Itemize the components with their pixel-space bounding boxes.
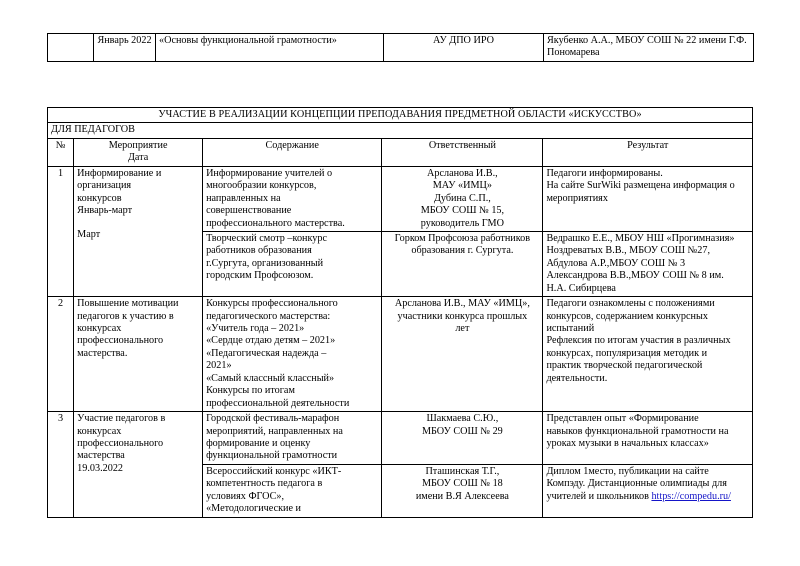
row2-responsible-lines — [385, 298, 539, 335]
row1a-content-line-3: направленных на — [206, 192, 281, 204]
row1b-result — [543, 231, 753, 296]
row1a-responsible-lines — [385, 168, 539, 230]
row3-num: 3 — [48, 412, 74, 518]
top-cell-organization: АУ ДПО ИРО — [384, 34, 544, 62]
top-continuation-table-wrapper — [47, 33, 754, 62]
row1a-content-line-2: многообразии конкурсов, — [206, 180, 317, 192]
row2-result-line-3: испытаний — [546, 323, 595, 334]
top-cell-empty — [48, 34, 94, 62]
row3a-content — [203, 412, 382, 465]
row2-content-line-3: «Учитель года – 2021» — [206, 323, 305, 334]
row1a-result — [543, 166, 753, 231]
row2-content-line-2: педагогического мастерства: — [206, 310, 331, 322]
row3a-responsible — [382, 412, 543, 465]
row3b-resp-line-1: Пташинская Т.Г., — [425, 465, 500, 477]
row2-content-line-1: Конкурсы профессионального — [206, 298, 338, 310]
top-participants-line-2: имени Г.Ф. Пономарева — [547, 35, 747, 59]
section-banner-title: УЧАСТИЕ В РЕАЛИЗАЦИИ КОНЦЕПЦИИ ПРЕПОДАВАНИЯ ПРЕДМЕТНОЙ ОБЛАСТИ «ИСКУССТВО» — [48, 108, 753, 123]
table-row — [48, 166, 753, 231]
top-cell-participants — [544, 34, 754, 62]
main-activity-table — [47, 107, 753, 518]
row1a-resp-line-2: МАУ «ИМЦ» — [432, 180, 492, 192]
row3-event-lines — [77, 413, 199, 475]
row1b-result-lines — [546, 233, 749, 295]
row1a-content-line-5: профессионального мастерства. — [206, 217, 345, 229]
row3a-resp-line-1: Шакмаева С.Ю., — [426, 413, 499, 425]
row3b-content-lines — [206, 466, 378, 516]
row2-event — [74, 297, 203, 412]
row3b-content-line-1: Всероссийский конкурс «ИКТ- — [206, 465, 342, 477]
row2-event-line-1: Повышение мотивации — [77, 298, 179, 310]
row3b-responsible-lines — [385, 466, 539, 503]
header-content: Содержание — [203, 138, 382, 166]
top-date-line-1: Январь — [97, 35, 129, 46]
row3a-responsible-lines — [385, 413, 539, 438]
header-event — [74, 138, 203, 166]
row3a-result-lines — [546, 413, 749, 450]
row2-resp-line-1: Арсланова И.В., МАУ «ИМЦ», — [394, 298, 530, 310]
row1a-resp-line-4: МБОУ СОШ № 15, — [420, 205, 505, 217]
row1b-resp-line-1: Горком Профсоюза работников — [394, 232, 531, 244]
row2-result-line-7: деятельности. — [546, 372, 608, 384]
row2-num: 2 — [48, 297, 74, 412]
row1a-result-line-1: Педагоги информированы. — [546, 167, 663, 179]
row1-event-line-4: Январь-март — [77, 205, 133, 217]
row3b-content-line-3: условиях ФГОС», — [206, 490, 285, 502]
row1a-content-lines — [206, 168, 378, 230]
row1b-content-line-4: городским Профсоюзом. — [206, 270, 314, 282]
compedu-link[interactable]: https://compedu.ru/ — [651, 490, 731, 502]
row2-event-line-5: мастерства. — [77, 347, 128, 359]
header-responsible: Ответственный — [382, 138, 543, 166]
row1-event — [74, 166, 203, 296]
row1b-content-lines — [206, 233, 378, 283]
row1a-resp-line-3: Дубина С.П., — [433, 192, 491, 204]
row2-result-line-6: практик творческой педагогической — [546, 360, 703, 372]
row3a-result-line-1: Представлен опыт «Формирование — [546, 413, 699, 425]
row2-result-line-2: конкурсов, содержанием конкурсных — [546, 310, 708, 322]
column-header-row — [48, 138, 753, 166]
row2-result-lines — [546, 298, 749, 385]
row1-event-lines — [77, 168, 199, 241]
row1-event-line-2: организация — [77, 180, 132, 192]
row2-event-lines — [77, 298, 199, 360]
row3a-resp-line-2: МБОУ СОШ № 29 — [421, 425, 503, 437]
row1a-responsible — [382, 166, 543, 231]
row2-result-line-5: конкурсах, популяризация методик и — [546, 347, 708, 359]
row3b-resp-line-3: имени В.Я Алексеева — [415, 490, 509, 502]
row3-event — [74, 412, 203, 518]
subbanner-row — [48, 123, 753, 138]
row2-content-line-5: «Педагогическая надежда – — [206, 347, 327, 359]
row3b-content-line-4: «Методологические и — [206, 503, 302, 515]
row2-result — [543, 297, 753, 412]
top-date-line-2: 2022 — [131, 35, 152, 46]
row2-result-line-1: Педагоги ознакомлены с положениями — [546, 298, 715, 310]
row3a-content-line-3: формирование и оценку — [206, 437, 311, 449]
row1b-result-line-4: Александрова В.В.,МБОУ СОШ № 8 им. — [546, 270, 724, 282]
row3b-content-line-2: компетентность педагога в — [206, 478, 323, 490]
row2-content — [203, 297, 382, 412]
row3b-result — [543, 464, 753, 517]
row1b-content-line-2: работников образования — [206, 245, 312, 257]
row2-content-lines — [206, 298, 378, 410]
top-continuation-table — [47, 33, 754, 62]
row2-content-line-9: профессиональной деятельности — [206, 397, 350, 409]
row1b-result-line-2: Ноздреватых В.В., МБОУ СОШ №27, — [546, 245, 710, 257]
row1-event-line-5: Март — [77, 228, 101, 240]
row3-event-line-4: мастерства — [77, 450, 125, 462]
header-result: Результат — [543, 138, 753, 166]
table-row — [48, 297, 753, 412]
row3a-content-line-2: мероприятий, направленных на — [206, 425, 343, 437]
row3a-result-line-3: уроках музыки в начальных классах» — [546, 437, 709, 449]
header-event-line-2: Дата — [127, 152, 149, 164]
row1b-content-line-3: г.Сургута, организованный — [206, 257, 324, 269]
row2-event-line-4: профессионального — [77, 335, 164, 347]
table-row — [48, 412, 753, 465]
header-event-line-1: Мероприятие — [108, 139, 168, 151]
row3a-result — [543, 412, 753, 465]
row1a-result-lines — [546, 168, 749, 205]
section-subbanner-title: ДЛЯ ПЕДАГОГОВ — [48, 123, 753, 138]
row3a-content-line-1: Городской фестиваль-марафон — [206, 413, 340, 425]
row2-event-line-2: педагогов к участию в — [77, 310, 174, 322]
row2-content-line-7: «Самый классный классный» — [206, 372, 335, 384]
row3b-responsible — [382, 464, 543, 517]
row1b-result-line-3: Абдулова А.Р.,МБОУ СОШ № 3 — [546, 257, 686, 269]
row1-event-line-3: конкурсов — [77, 192, 122, 204]
row3-event-line-2: конкурсах — [77, 425, 122, 437]
row1-num: 1 — [48, 166, 74, 296]
row1a-content-line-1: Информирование учителей о — [206, 167, 333, 179]
row1a-resp-line-1: Арсланова И.В., — [427, 167, 498, 179]
row1a-resp-line-5: руководитель ГМО — [420, 217, 504, 229]
row1-event-spacer — [77, 218, 199, 229]
main-table-wrapper — [47, 107, 753, 518]
row3a-content-line-4: функциональной грамотности — [206, 450, 338, 462]
row1a-content — [203, 166, 382, 231]
row3b-content — [203, 464, 382, 517]
row1-event-line-1: Информирование и — [77, 167, 162, 179]
row1b-content — [203, 231, 382, 296]
row2-content-line-6: 2021» — [206, 360, 232, 372]
row3-event-line-1: Участие педагогов в — [77, 413, 166, 425]
row1b-resp-line-2: образования г. Сургута. — [411, 245, 514, 257]
row3b-resp-line-2: МБОУ СОШ № 18 — [421, 478, 503, 490]
row2-resp-line-3: лет — [455, 323, 470, 334]
row1b-result-line-5: Н.А. Сибирцева — [546, 282, 616, 294]
top-participants-line-1: Якубенко А.А., МБОУ СОШ № 22 — [547, 35, 697, 46]
row2-responsible — [382, 297, 543, 412]
row2-content-line-8: Конкурсы по итогам — [206, 385, 295, 397]
row1b-content-line-1: Творческий смотр –конкурс — [206, 232, 328, 244]
row3a-content-lines — [206, 413, 378, 463]
row2-content-line-4: «Сердце отдаю детям – 2021» — [206, 335, 336, 347]
row2-result-line-4: Рефлексия по итогам участия в различных — [546, 335, 731, 347]
row3b-result-text: Диплом 1место, публикации на сайте Компэду. Дистанционные олимпиады для учителей и школьников — [546, 465, 727, 502]
top-cell-date — [94, 34, 156, 62]
row2-resp-line-2: участники конкурса прошлых — [397, 310, 528, 322]
row1b-responsible — [382, 231, 543, 296]
banner-row — [48, 108, 753, 123]
row3-event-line-5: 19.03.2022 — [77, 462, 124, 474]
top-cell-topic: «Основы функциональной грамотности» — [156, 34, 384, 62]
row1a-result-line-3: мероприятиях — [546, 192, 608, 204]
header-num: № — [48, 138, 74, 166]
table-row — [48, 34, 754, 62]
row3-event-line-3: профессионального — [77, 437, 164, 449]
row1a-content-line-4: совершенствование — [206, 205, 292, 217]
row1b-responsible-lines — [385, 233, 539, 258]
row2-event-line-3: конкурсах — [77, 323, 122, 334]
row3a-result-line-2: навыков функциональной грамотности на — [546, 425, 729, 437]
row1b-result-line-1: Ведрашко Е.Е., МБОУ НШ «Прогимназия» — [546, 232, 735, 244]
row1a-result-line-2: На сайте SurWiki размещена информация о — [546, 180, 735, 192]
